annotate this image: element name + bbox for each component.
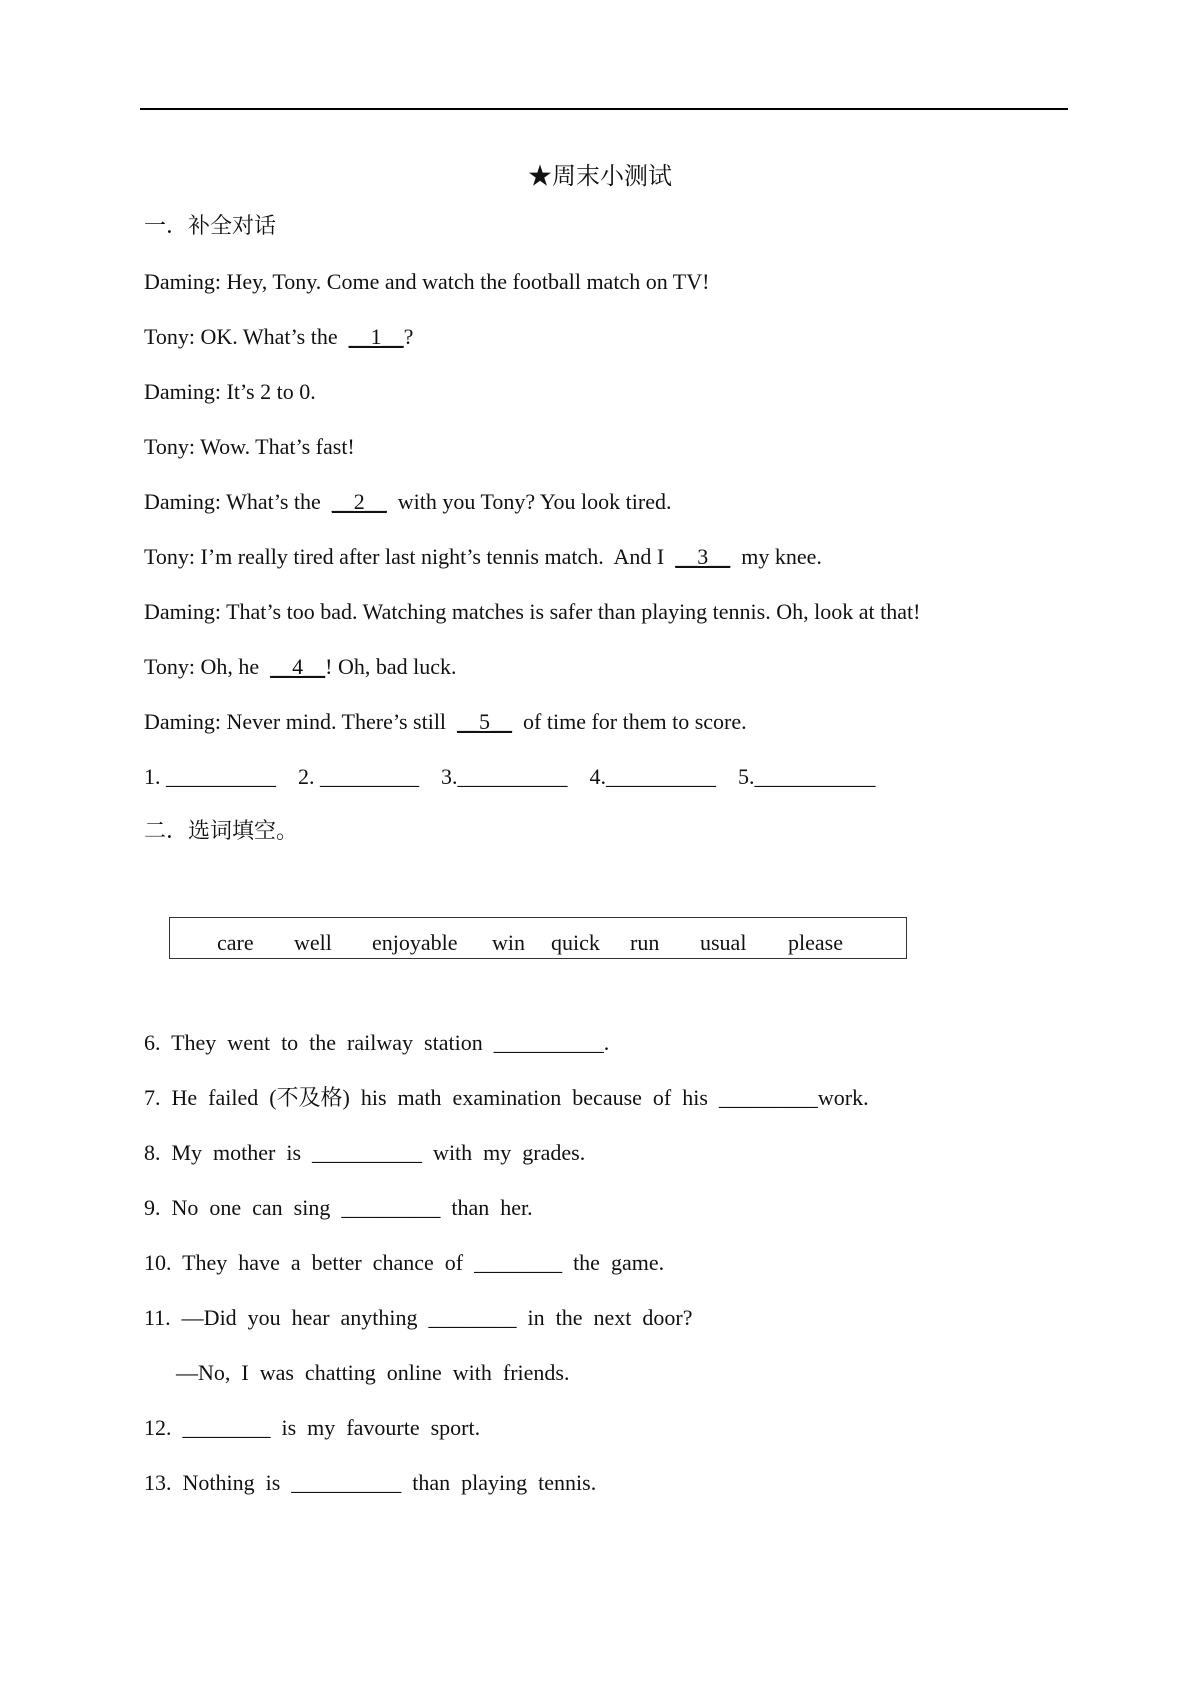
dialogue-text: ! Oh, bad luck. xyxy=(325,654,457,679)
question-12: 12. ________ is my favourte sport. xyxy=(144,1415,481,1440)
header-rule xyxy=(140,108,1068,110)
dialogue-text: Daming: What’s the xyxy=(144,489,332,514)
section-1-heading: 一．补全对话 xyxy=(144,214,277,239)
word-bank xyxy=(169,917,907,959)
blank-5: __5__ xyxy=(457,709,513,734)
dialogue-line-2 xyxy=(144,326,413,348)
word-bank-item: usual xyxy=(700,930,747,955)
question-11: 11. —Did you hear anything ________ in the next door? xyxy=(144,1305,693,1330)
blank-4: __4__ xyxy=(270,654,326,679)
question-13: 13. Nothing is __________ than playing tennis. xyxy=(144,1470,597,1495)
question-9: 9. No one can sing _________ than her. xyxy=(144,1195,533,1220)
dialogue-line-5 xyxy=(144,491,671,513)
dialogue-text: ? xyxy=(403,324,414,349)
blank-1: __1__ xyxy=(348,324,404,349)
dialogue-text: with you Tony? You look tired. xyxy=(386,489,672,514)
dialogue-text: Tony: OK. What’s the xyxy=(144,324,349,349)
dialogue-line-4: Tony: Wow. That’s fast! xyxy=(144,434,355,459)
answer-line: 1. __________ 2. _________ 3.__________ 4.__________ 5.___________ xyxy=(144,764,876,789)
dialogue-text: Tony: I’m really tired after last night’s tennis match. And I xyxy=(144,544,676,569)
dialogue-line-8 xyxy=(144,656,457,678)
word-bank-item: run xyxy=(630,930,660,955)
word-bank-item: quick xyxy=(551,930,600,955)
word-bank-item: well xyxy=(294,930,332,955)
dialogue-text: my knee. xyxy=(730,544,822,569)
dialogue-text: Tony: Oh, he xyxy=(144,654,271,679)
question-10: 10. They have a better chance of ________ the game. xyxy=(144,1250,665,1275)
dialogue-line-6 xyxy=(144,546,822,568)
question-6: 6. They went to the railway station __________. xyxy=(144,1030,610,1055)
word-bank-item: win xyxy=(492,930,525,955)
question-11-reply: —No, I was chatting online with friends. xyxy=(176,1360,570,1385)
question-7: 7. He failed (不及格) his math examination because of his _________work. xyxy=(144,1085,869,1110)
dialogue-text: of time for them to score. xyxy=(512,709,747,734)
dialogue-line-3: Daming: It’s 2 to 0. xyxy=(144,379,316,404)
dialogue-line-7: Daming: That’s too bad. Watching matches is safer than playing tennis. Oh, look at that! xyxy=(144,599,921,624)
section-2-heading: 二．选词填空。 xyxy=(144,819,299,844)
blank-3: __3__ xyxy=(675,544,731,569)
dialogue-text: Daming: Never mind. There’s still xyxy=(144,709,458,734)
word-bank-item: enjoyable xyxy=(372,930,458,955)
question-8: 8. My mother is __________ with my grades. xyxy=(144,1140,586,1165)
dialogue-line-9 xyxy=(144,711,747,733)
blank-2: __2__ xyxy=(331,489,387,514)
word-bank-item: care xyxy=(217,930,254,955)
word-bank-item: please xyxy=(788,930,843,955)
dialogue-line-1: Daming: Hey, Tony. Come and watch the football match on TV! xyxy=(144,269,710,294)
page-title: ★周末小测试 xyxy=(528,162,672,190)
